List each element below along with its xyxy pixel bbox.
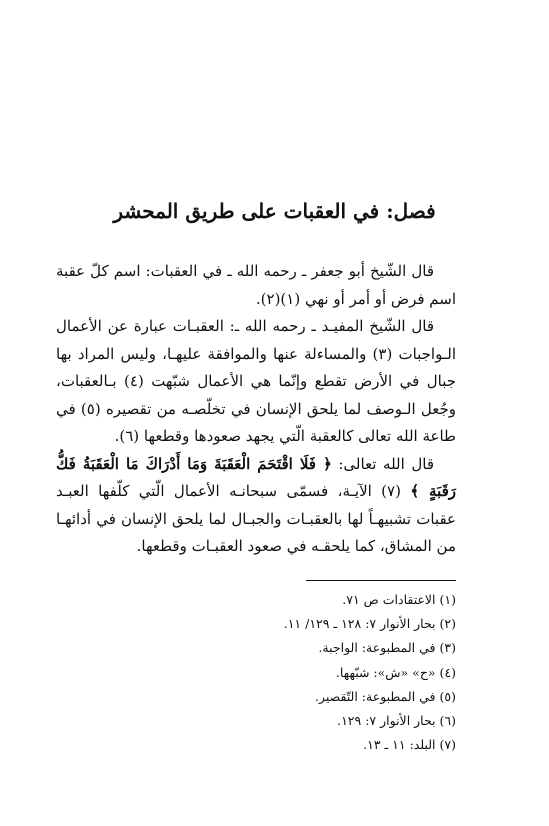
footnotes xyxy=(56,588,456,757)
footnote-4: (٤) «ح» «ش»: شبّهها. xyxy=(335,664,456,680)
quran-verse: ﴿ فَلَا اقْتَحَمَ الْعَقَبَةَ وَمَا أَدْرَاكَ مَا الْعَقَبَةُ فَكُّ رَقَبَةٍ ﴾ xyxy=(56,454,457,500)
footnote-1: (١) الاعتقادات ص ٧١. xyxy=(342,592,456,607)
paragraph-al-mufid: قال الشّيخ المفيـد ـ رحمه الله ـ: العقبـات عبارة عن الأعمال الـواجبات (٣) والمساءلة عنها والموافقة عليهـا، وليس المراد بها جبال في الأرض تقطع وإنّما هي الأعمال شبّهت (٤) بـالعقبات، وجُعل الـوصف لما يلحق الإنسان في تخلّصـه من تقصيره (٥) في طاعة الله تعالى كالعقبة الّتي يجهد صعودها وقطعها (٦). xyxy=(56,317,457,445)
section-heading: فصل: في العقبات على طريق المحشر xyxy=(113,199,436,223)
paragraph-quran-verse xyxy=(56,451,456,561)
footnote-divider xyxy=(306,580,456,581)
footnote-7: (٧) البلد: ١١ ـ ١٣. xyxy=(363,737,456,753)
footnote-5: (٥) في المطبوعة: التّقصير. xyxy=(314,688,456,704)
footnote-3: (٣) في المطبوعة: الواجبة. xyxy=(318,640,456,656)
main-text xyxy=(56,258,456,561)
footnote-6: (٦) بحار الأنوار ٧: ١٢٩. xyxy=(337,713,456,729)
paragraph-abu-jafar: قال الشّيخ أبو جعفر ـ رحمه الله ـ في العقبات: اسم كلّ عقبة اسم فرض أو أمر أو نهي (١)(٢). xyxy=(56,262,456,308)
footnote-2: (٢) بحار الأنوار ٧: ١٢٨ ـ ١٢٩/ ١١. xyxy=(283,616,456,632)
verse-commentary: (٧) الآيـة، فسمّى سبحانـه الأعمال الّتي كلّفها العبـد عقبات تشبيهـاً لها بالعقبـات والجبـال لما يلحق الإنسان في أدائهـا من المشاق، كما يلحقـه في صعود العقبـات وقطعها. xyxy=(56,482,456,555)
verse-intro: قال الله تعالى: xyxy=(331,454,435,473)
